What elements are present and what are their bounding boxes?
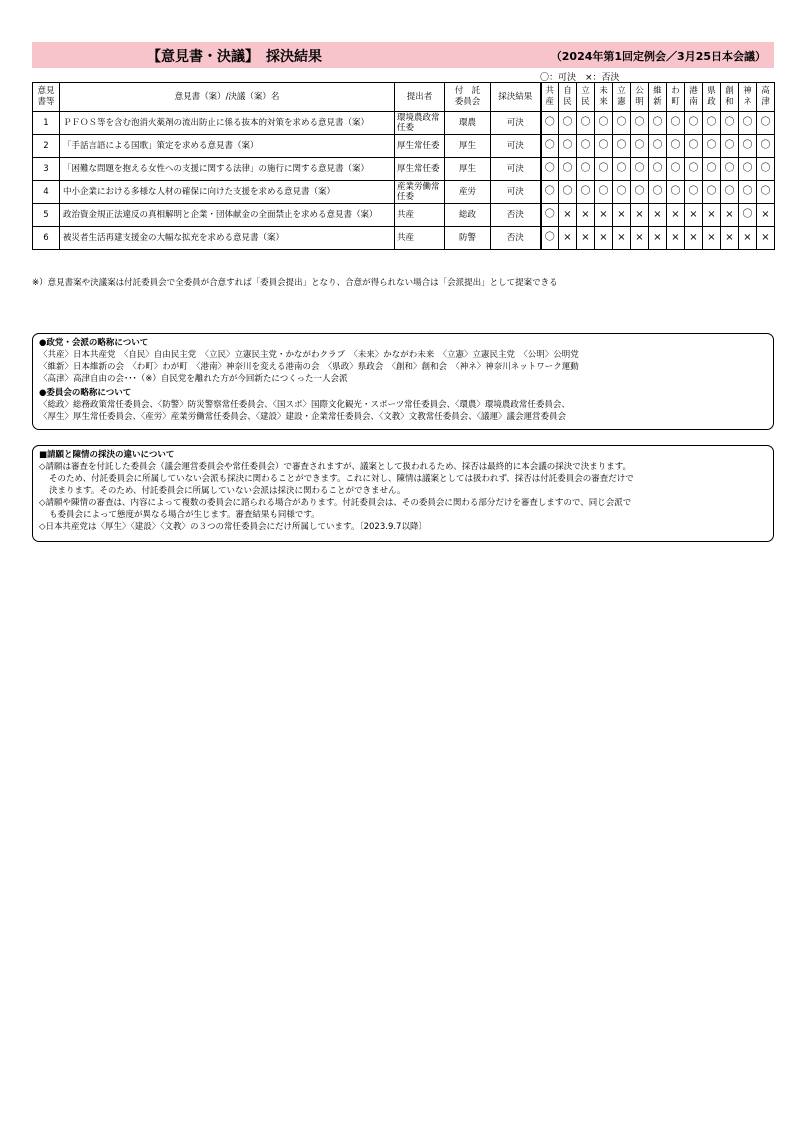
header-party: 公 明 bbox=[631, 83, 649, 112]
header-party: 未 来 bbox=[595, 83, 613, 112]
party-abbrev-line: 〈高津〉高津自由の会･･･（※）自民党を離れた方が今回新たにつくった一人会派 bbox=[39, 374, 348, 384]
cell-committee: 産労 bbox=[445, 181, 491, 204]
cell-vote: 〇 bbox=[757, 135, 775, 158]
cell-vote: 〇 bbox=[613, 181, 631, 204]
cell-vote: 〇 bbox=[541, 158, 559, 181]
cell-vote: × bbox=[703, 204, 721, 227]
cell-vote: 〇 bbox=[613, 112, 631, 135]
cell-no: 3 bbox=[33, 158, 60, 181]
cell-vote: 〇 bbox=[559, 181, 577, 204]
cell-submitter: 厚生常任委 bbox=[395, 135, 445, 158]
footnote: ※）意見書案や決議案は付託委員会で全委員が合意すれば「委員会提出」となり、合意が得られない場合は「会派提出」として提案できる bbox=[32, 278, 558, 288]
cell-vote: 〇 bbox=[649, 112, 667, 135]
cell-vote: 〇 bbox=[541, 181, 559, 204]
cell-vote: 〇 bbox=[757, 158, 775, 181]
cell-vote: 〇 bbox=[613, 135, 631, 158]
petition-line: ◇請願は審査を付託した委員会（議会運営委員会や常任委員会）で審査されますが、議案として扱われるため、採否は最終的に本会議の採決で決まります。 bbox=[39, 462, 632, 472]
cell-vote: 〇 bbox=[739, 158, 757, 181]
cell-vote: 〇 bbox=[721, 158, 739, 181]
cell-vote: × bbox=[649, 227, 667, 250]
header-no: 意見 書等 bbox=[33, 83, 60, 112]
cell-vote: 〇 bbox=[541, 227, 559, 250]
vote-results-table bbox=[32, 82, 775, 250]
cell-no: 1 bbox=[33, 112, 60, 135]
cell-vote: × bbox=[631, 227, 649, 250]
cell-vote: 〇 bbox=[649, 158, 667, 181]
cell-vote: 〇 bbox=[595, 181, 613, 204]
cell-vote: 〇 bbox=[703, 181, 721, 204]
petition-box bbox=[32, 445, 774, 542]
cell-vote: 〇 bbox=[541, 112, 559, 135]
cell-result: 可決 bbox=[491, 158, 541, 181]
cell-submitter: 厚生常任委 bbox=[395, 158, 445, 181]
header-submitter: 提出者 bbox=[395, 83, 445, 112]
cell-vote: 〇 bbox=[577, 158, 595, 181]
page-title: 【意見書・決議】 採決結果 bbox=[147, 49, 322, 65]
table-row bbox=[33, 227, 775, 250]
committee-abbrev-line: 〈厚生〉厚生常任委員会、〈産労〉産業労働常任委員会、〈建設〉建設・企業常任委員会、〈文教〉文教常任委員会、〈議運〉議会運営委員会 bbox=[39, 412, 567, 422]
cell-vote: 〇 bbox=[577, 135, 595, 158]
party-abbrev-line: 〈共産〉日本共産党 〈自民〉自由民主党 〈立民〉立憲民主党・かながわクラブ 〈未来〉かながわ未来 〈立憲〉立憲民主党 〈公明〉公明党 bbox=[39, 350, 579, 360]
cell-vote: 〇 bbox=[595, 158, 613, 181]
cell-submitter: 産業労働常任委 bbox=[395, 181, 445, 204]
cell-result: 可決 bbox=[491, 135, 541, 158]
cell-name: 政治資金規正法違反の真相解明と企業・団体献金の全面禁止を求める意見書（案） bbox=[60, 204, 395, 227]
cell-vote: × bbox=[613, 204, 631, 227]
cell-result: 可決 bbox=[491, 112, 541, 135]
cell-name: 「困難な問題を抱える女性への支援に関する法律」の施行に関する意見書（案） bbox=[60, 158, 395, 181]
cell-vote: 〇 bbox=[631, 181, 649, 204]
cell-vote: 〇 bbox=[595, 135, 613, 158]
cell-vote: 〇 bbox=[757, 112, 775, 135]
table-row bbox=[33, 181, 775, 204]
cell-vote: 〇 bbox=[649, 181, 667, 204]
header-result: 採決結果 bbox=[491, 83, 541, 112]
cell-vote: 〇 bbox=[757, 181, 775, 204]
header-name: 意見書（案）/決議（案）名 bbox=[60, 83, 395, 112]
cell-result: 否決 bbox=[491, 227, 541, 250]
committee-abbrev-line: 〈総政〉総務政策常任委員会、〈防警〉防災警察常任委員会、〈国スポ〉国際文化観光・スポーツ常任委員会、〈環農〉環境農政常任委員会、 bbox=[39, 400, 570, 410]
cell-vote: × bbox=[667, 204, 685, 227]
cell-vote: × bbox=[577, 204, 595, 227]
cell-vote: 〇 bbox=[559, 112, 577, 135]
petition-line: ◇日本共産党は〈厚生〉〈建設〉〈文教〉の３つの常任委員会にだけ所属しています。〔2023.9.7以降〕 bbox=[39, 522, 427, 532]
petition-line: そのため、付託委員会に所属していない会派も採決に関わることができます。これに対し、陳情は議案としては扱われず、採否は付託委員会の審査だけで bbox=[49, 474, 634, 484]
cell-committee: 厚生 bbox=[445, 158, 491, 181]
cell-vote: 〇 bbox=[739, 204, 757, 227]
table-row bbox=[33, 112, 775, 135]
cell-vote: × bbox=[595, 204, 613, 227]
petition-heading: ■請願と陳情の採決の違いについて bbox=[39, 450, 175, 460]
cell-vote: × bbox=[667, 227, 685, 250]
cell-vote: 〇 bbox=[685, 112, 703, 135]
petition-line: も委員会によって態度が異なる場合が生じます。審査結果も同様です。 bbox=[49, 510, 320, 520]
cell-no: 2 bbox=[33, 135, 60, 158]
cell-vote: × bbox=[559, 227, 577, 250]
cell-vote: 〇 bbox=[559, 135, 577, 158]
cell-committee: 厚生 bbox=[445, 135, 491, 158]
header-party: 港 南 bbox=[685, 83, 703, 112]
vote-legend: 〇：可決 ×：否決 bbox=[540, 73, 620, 83]
header-party: 県 政 bbox=[703, 83, 721, 112]
cell-name: 「手話言語による国歌」策定を求める意見書（案） bbox=[60, 135, 395, 158]
cell-vote: 〇 bbox=[577, 181, 595, 204]
cell-vote: 〇 bbox=[667, 181, 685, 204]
cell-vote: 〇 bbox=[649, 135, 667, 158]
table-row bbox=[33, 135, 775, 158]
cell-vote: 〇 bbox=[667, 112, 685, 135]
cell-vote: 〇 bbox=[739, 112, 757, 135]
cell-vote: 〇 bbox=[667, 158, 685, 181]
cell-vote: 〇 bbox=[721, 135, 739, 158]
table-row bbox=[33, 158, 775, 181]
cell-vote: 〇 bbox=[685, 181, 703, 204]
header-party: 共 産 bbox=[541, 83, 559, 112]
cell-vote: 〇 bbox=[721, 112, 739, 135]
cell-vote: × bbox=[559, 204, 577, 227]
petition-line: ◇請願や陳情の審査は、内容によって複数の委員会に諮られる場合があります。付託委員会は、その委員会に関わる部分だけを審査しますので、同じ会派で bbox=[39, 498, 632, 508]
cell-vote: 〇 bbox=[703, 112, 721, 135]
cell-vote: × bbox=[685, 227, 703, 250]
title-bar bbox=[32, 42, 774, 68]
cell-no: 5 bbox=[33, 204, 60, 227]
cell-no: 4 bbox=[33, 181, 60, 204]
cell-vote: 〇 bbox=[577, 112, 595, 135]
cell-vote: 〇 bbox=[631, 158, 649, 181]
header-party: 立 民 bbox=[577, 83, 595, 112]
cell-vote: 〇 bbox=[739, 181, 757, 204]
cell-submitter: 環境農政常任委 bbox=[395, 112, 445, 135]
cell-name: ＰＦＯＳ等を含む泡消火薬剤の流出防止に係る抜本的対策を求める意見書（案） bbox=[60, 112, 395, 135]
table-row bbox=[33, 204, 775, 227]
cell-committee: 環農 bbox=[445, 112, 491, 135]
header-party: 高 津 bbox=[757, 83, 775, 112]
cell-vote: 〇 bbox=[559, 158, 577, 181]
cell-vote: 〇 bbox=[739, 135, 757, 158]
header-party: わ 町 bbox=[667, 83, 685, 112]
cell-vote: 〇 bbox=[541, 135, 559, 158]
cell-vote: × bbox=[649, 204, 667, 227]
header-party: 維 新 bbox=[649, 83, 667, 112]
cell-committee: 総政 bbox=[445, 204, 491, 227]
cell-vote: × bbox=[703, 227, 721, 250]
cell-vote: × bbox=[739, 227, 757, 250]
header-committee: 付 託 委員会 bbox=[445, 83, 491, 112]
cell-vote: 〇 bbox=[667, 135, 685, 158]
party-abbrev-heading: ●政党・会派の略称について bbox=[39, 338, 149, 348]
cell-result: 否決 bbox=[491, 204, 541, 227]
party-abbrev-line: 〈維新〉日本維新の会 〈わ町〉わが町 〈港南〉神奈川を変える港南の会 〈県政〉県政会 〈創和〉創和会 〈神ネ〉神奈川ネットワーク運動 bbox=[39, 362, 579, 372]
cell-vote: 〇 bbox=[541, 204, 559, 227]
petition-line: 決まります。そのため、付託委員会に所属していない会派は採決に関わることができません。 bbox=[49, 486, 406, 496]
cell-vote: 〇 bbox=[631, 135, 649, 158]
header-party: 自 民 bbox=[559, 83, 577, 112]
cell-vote: × bbox=[721, 204, 739, 227]
cell-no: 6 bbox=[33, 227, 60, 250]
cell-name: 中小企業における多様な人材の確保に向けた支援を求める意見書（案） bbox=[60, 181, 395, 204]
cell-vote: × bbox=[757, 204, 775, 227]
cell-vote: 〇 bbox=[703, 135, 721, 158]
cell-vote: 〇 bbox=[685, 135, 703, 158]
cell-name: 被災者生活再建支援金の大幅な拡充を求める意見書（案） bbox=[60, 227, 395, 250]
cell-vote: 〇 bbox=[685, 158, 703, 181]
cell-vote: 〇 bbox=[613, 158, 631, 181]
cell-vote: 〇 bbox=[703, 158, 721, 181]
cell-committee: 防警 bbox=[445, 227, 491, 250]
cell-vote: × bbox=[685, 204, 703, 227]
cell-vote: × bbox=[613, 227, 631, 250]
cell-vote: 〇 bbox=[631, 112, 649, 135]
cell-vote: × bbox=[757, 227, 775, 250]
header-party: 神 ネ bbox=[739, 83, 757, 112]
table-header-row bbox=[33, 83, 775, 112]
committee-abbrev-heading: ●委員会の略称について bbox=[39, 388, 132, 398]
header-party: 立 憲 bbox=[613, 83, 631, 112]
cell-vote: × bbox=[721, 227, 739, 250]
header-party: 創 和 bbox=[721, 83, 739, 112]
abbreviation-box bbox=[32, 333, 774, 430]
cell-vote: × bbox=[595, 227, 613, 250]
session-label: （2024年第1回定例会／3月25日本会議） bbox=[550, 50, 766, 63]
cell-vote: × bbox=[631, 204, 649, 227]
cell-vote: 〇 bbox=[595, 112, 613, 135]
cell-submitter: 共産 bbox=[395, 227, 445, 250]
cell-vote: × bbox=[577, 227, 595, 250]
cell-submitter: 共産 bbox=[395, 204, 445, 227]
cell-vote: 〇 bbox=[721, 181, 739, 204]
cell-result: 可決 bbox=[491, 181, 541, 204]
